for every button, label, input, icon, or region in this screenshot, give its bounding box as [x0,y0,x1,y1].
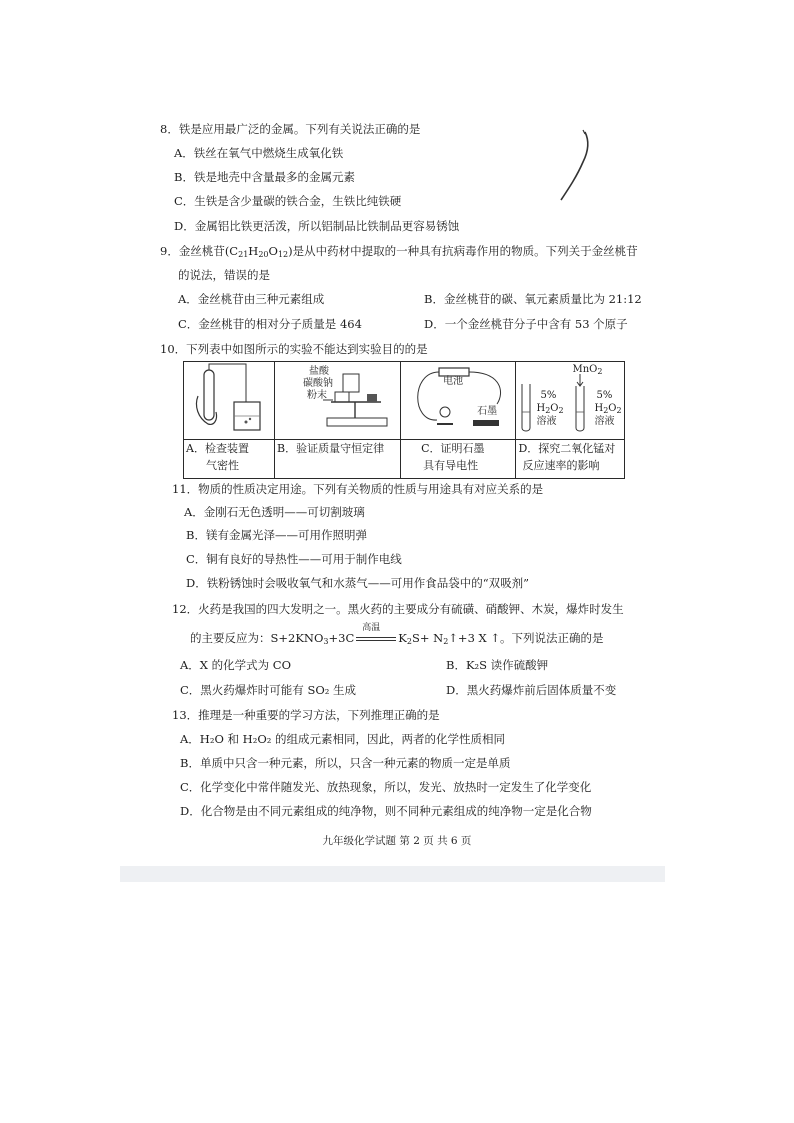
caption-a-line2: 气密性 [206,459,239,472]
q11-option-b: B．镁有金属光泽——可用作照明弹 [186,528,367,542]
label-mno2-sub: 2 [597,367,603,376]
reaction-prefix: 的主要反应为：S+2KNO [190,631,324,645]
q9-option-a: A．金丝桃苷由三种元素组成 [178,292,325,306]
q9-stem-prefix: 9．金丝桃苷(C [160,244,239,258]
reaction-arrow [354,623,398,646]
label-graphite: 石墨 [477,406,498,417]
label-sol-right: 溶液 [594,416,615,427]
airtightness-apparatus-icon [184,362,274,436]
q12-option-d: D．黑火药爆炸前后固体质量不变 [446,683,617,697]
q11-option-d: D．铁粉锈蚀时会吸收氧气和水蒸气——可用作食品袋中的“双吸剂” [186,576,529,590]
test-tubes-icon [516,362,624,436]
label-hydrochloric-acid: 盐酸 [309,366,329,377]
q10-experiment-table [183,361,625,479]
q9-o: O [268,244,278,258]
q8-option-c: C．生铁是含少量碳的铁合金，生铁比纯铁硬 [174,194,402,208]
q11-option-a: A．金刚石无色透明——可切割玻璃 [184,505,365,519]
caption-b [275,440,401,479]
q13-option-d: D．化合物是由不同元素组成的纯净物，则不同种元素组成的纯净物一定是化合物 [180,804,592,818]
experiment-c-figure [401,362,516,440]
q9-h: H [248,244,259,258]
caption-a-line1: A．检查装置 [186,442,249,455]
q11-stem: 11．物质的性质决定用途。下列有关物质的性质与用途具有对应关系的是 [172,482,544,496]
q9-sub-h: 20 [258,250,269,259]
caption-d-line1: D．探究二氧化锰对 [518,442,616,455]
caption-c-line1: C．证明石墨 [421,442,485,455]
caption-b-line1: B．验证质量守恒定律 [277,442,385,455]
q9-option-d: D．一个金丝桃苷分子中含有 53 个原子 [424,317,628,331]
label-h2o2-left: $H_2O_2$ [536,403,564,415]
q9-stem-line2: 的说法，错误的是 [178,268,270,282]
q8-stem: 8．铁是应用最广泛的金属。下列有关说法正确的是 [160,122,421,136]
q12-option-c: C．黑火药爆炸时可能有 SO₂ 生成 [180,683,357,697]
reaction-right3: ↑+3 X ↑。下列说法正确的是 [448,631,604,645]
q9-sub-c: 21 [238,250,249,259]
label-mno2-text: MnO [572,364,598,375]
caption-d [516,440,625,479]
label-h2o2-left-o: O [550,403,559,414]
reaction-right: K [398,631,407,645]
q9-option-b: B．金丝桃苷的碳、氧元素质量比为 21:12 [424,292,642,306]
q10-stem: 10．下列表中如图所示的实验不能达到实验目的的是 [160,342,428,356]
q8-option-a: A．铁丝在氧气中燃烧生成氧化铁 [174,146,344,160]
q8-option-b: B．铁是地壳中含量最多的金属元素 [174,170,355,184]
label-h2o2-right: $H_2O_2$ [594,403,622,415]
label-battery: 电池 [443,376,464,387]
experiment-a-figure [184,362,275,440]
caption-d-line2: 反应速率的影响 [522,459,600,472]
q8-option-d: D．金属铝比铁更活泼，所以铝制品比铁制品更容易锈蚀 [174,219,460,233]
reaction-condition: 高温 [362,623,381,633]
caption-c-line2: 具有导电性 [423,459,479,472]
reaction-right2: S+ N [411,631,444,645]
label-h2o2-right-h: H [594,403,604,414]
label-powder: 粉末 [307,390,327,401]
experiment-d-figure [516,362,625,440]
q13-option-b: B．单质中只含一种元素，所以，只含一种元素的物质一定是单质 [180,756,511,770]
page-footer: 九年级化学试题 第 2 页 共 6 页 [322,835,472,847]
q9-option-c: C．金丝桃苷的相对分子质量是 464 [178,317,362,331]
experiment-b-figure [275,362,401,440]
q9-stem [160,244,638,259]
caption-c [401,440,516,479]
label-conc-left: 5% [540,390,557,401]
label-h2o2-left-h: H [536,403,546,414]
scan-edge-band [120,866,665,882]
label-sol-left: 溶液 [536,416,557,427]
q12-reaction: 的主要反应为：$S+2KNO_3+3C$ 高温 $K_2S+$ $N_2↑+3$ X ↑。下列说法正确的是 [190,630,604,646]
reaction-left-end: +3C [328,631,355,645]
caption-a [184,440,275,479]
label-sodium-carbonate: 碳酸钠 [303,378,333,389]
q9-sub-o: 12 [277,250,289,259]
pen-mark [545,120,615,210]
q13-stem: 13．推理是一种重要的学习方法，下列推理正确的是 [172,708,440,722]
balance-icon [275,362,401,436]
q12-stem: 12．火药是我国的四大发明之一。黑火药的主要成分有硫磺、硝酸钾、木炭，爆炸时发生 [172,602,624,616]
q13-option-c: C．化学变化中常伴随发光、放热现象，所以，发光、放热时一定发生了化学变化 [180,780,592,794]
q9-stem-suffix: )是从中药材中提取的一种具有抗病毒作用的物质。下列关于金丝桃苷 [288,244,638,258]
label-h2o2-right-o: O [608,403,617,414]
circuit-icon [401,362,517,436]
q11-option-c: C．铜有良好的导热性——可用于制作电线 [186,552,402,566]
q12-option-a: A．X 的化学式为 CO [180,658,292,672]
q12-option-b: B．K₂S 读作硫酸钾 [446,658,549,672]
label-conc-right: 5% [596,390,613,401]
q13-option-a: A．H₂O 和 H₂O₂ 的组成元素相同，因此，两者的化学性质相同 [180,732,506,746]
